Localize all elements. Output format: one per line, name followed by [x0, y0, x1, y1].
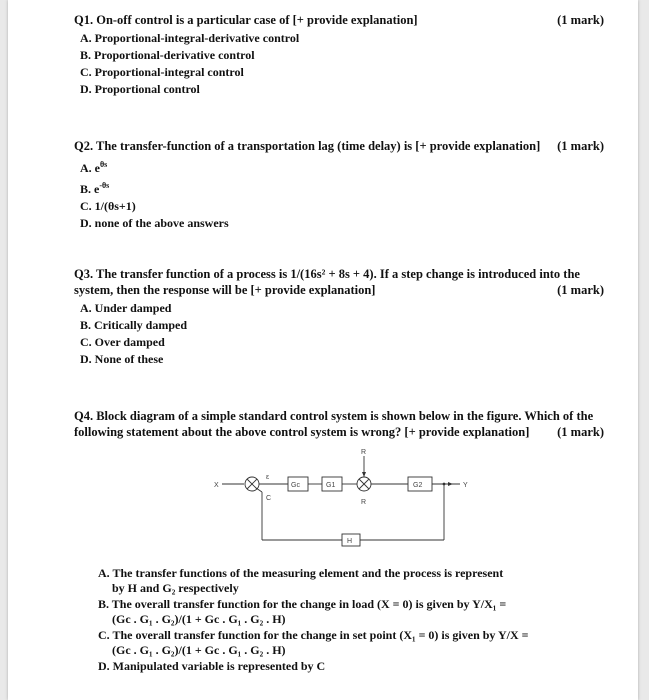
signal-c-label: C [266, 495, 272, 502]
question-4-stem-line-2 [74, 424, 604, 440]
option-a-line-1: A. The transfer functions of the measuring element and the process is represent [98, 566, 504, 580]
question-4-options [98, 566, 578, 675]
question-1-mark: (1 mark) [557, 13, 604, 27]
option-c [98, 628, 578, 658]
load-arrow [362, 472, 366, 477]
question-1 [74, 12, 604, 98]
input-label: X [214, 482, 219, 489]
option-b [98, 597, 578, 627]
option-a [98, 566, 578, 596]
question-2-options [74, 156, 604, 232]
option-a: A. Under damped [80, 301, 172, 315]
option-a: A. Proportional-integral-derivative control [80, 31, 300, 45]
option-d: D. None of these [80, 352, 164, 366]
option-a-exponent: θs [100, 160, 108, 169]
question-3-stem-line-2 [74, 282, 604, 298]
load-top-label: R [361, 449, 367, 456]
h-label: H [347, 538, 353, 545]
question-2 [74, 138, 604, 232]
option-b [80, 177, 604, 198]
option-b: B. Proportional-derivative control [80, 48, 255, 62]
question-3-stem-line-2-text: system, then the response will be [+ provide explanation] [74, 283, 376, 297]
option-b-base: B. e [80, 182, 100, 196]
question-2-stem: Q2. The transfer-function of a transportation lag (time delay) is [+ provide explanation] [74, 139, 541, 153]
document-page [8, 0, 638, 700]
question-1-stem: Q1. On-off control is a particular case of [+ provide explanation] [74, 13, 418, 27]
block-diagram [208, 448, 478, 558]
option-c-line-1: C. The overall transfer function for the change in set point (X₁ = 0) is given by Y/X = [98, 628, 529, 642]
gc-label: Gc [291, 482, 300, 489]
option-a [80, 156, 604, 177]
question-3 [74, 266, 604, 368]
question-4-stem-line-1: Q4. Block diagram of a simple standard control system is shown below in the figure. Which of the [74, 409, 594, 423]
option-c: C. Proportional-integral control [80, 65, 244, 79]
option-d: D. none of the above answers [80, 216, 229, 230]
question-3-options [74, 300, 604, 368]
option-c: C. Over damped [80, 335, 165, 349]
question-3-mark: (1 mark) [557, 283, 604, 297]
option-d: D. Manipulated variable is represented by C [98, 659, 326, 673]
question-1-options [74, 30, 604, 98]
option-b-exponent: -θs [99, 181, 110, 190]
g1-label: G1 [326, 482, 336, 489]
option-b-line-1: B. The overall transfer function for the change in load (X = 0) is given by Y/X₁ = [98, 597, 507, 611]
error-label: ε [266, 474, 270, 481]
option-b-line-2: (Gc . G₁ . G₂)/(1 + Gc . G₁ . G₂ . H) [112, 612, 286, 626]
option-b: B. Critically damped [80, 318, 187, 332]
option-d: D. Proportional control [80, 82, 200, 96]
option-c: C. 1/(θs+1) [80, 199, 136, 213]
option-c-line-2: (Gc . G₁ . G₂)/(1 + Gc . G₁ . G₂ . H) [112, 643, 286, 657]
question-3-stem-line-1: Q3. The transfer function of a process is 1/(16s² + 8s + 4). If a step change is introduced into the [74, 267, 580, 281]
load-bottom-label: R [361, 499, 367, 506]
question-4-stem-line-2-text: following statement about the above control system is wrong? [+ provide explanation] [74, 425, 530, 439]
question-4-mark: (1 mark) [557, 425, 604, 439]
question-2-mark: (1 mark) [557, 139, 604, 153]
option-a-line-2: by H and G₂ respectively [112, 581, 239, 595]
output-arrow [448, 482, 453, 486]
g2-label: G2 [413, 482, 423, 489]
output-label: Y [463, 482, 468, 489]
option-a-base: A. e [80, 161, 100, 175]
question-4 [74, 408, 604, 440]
